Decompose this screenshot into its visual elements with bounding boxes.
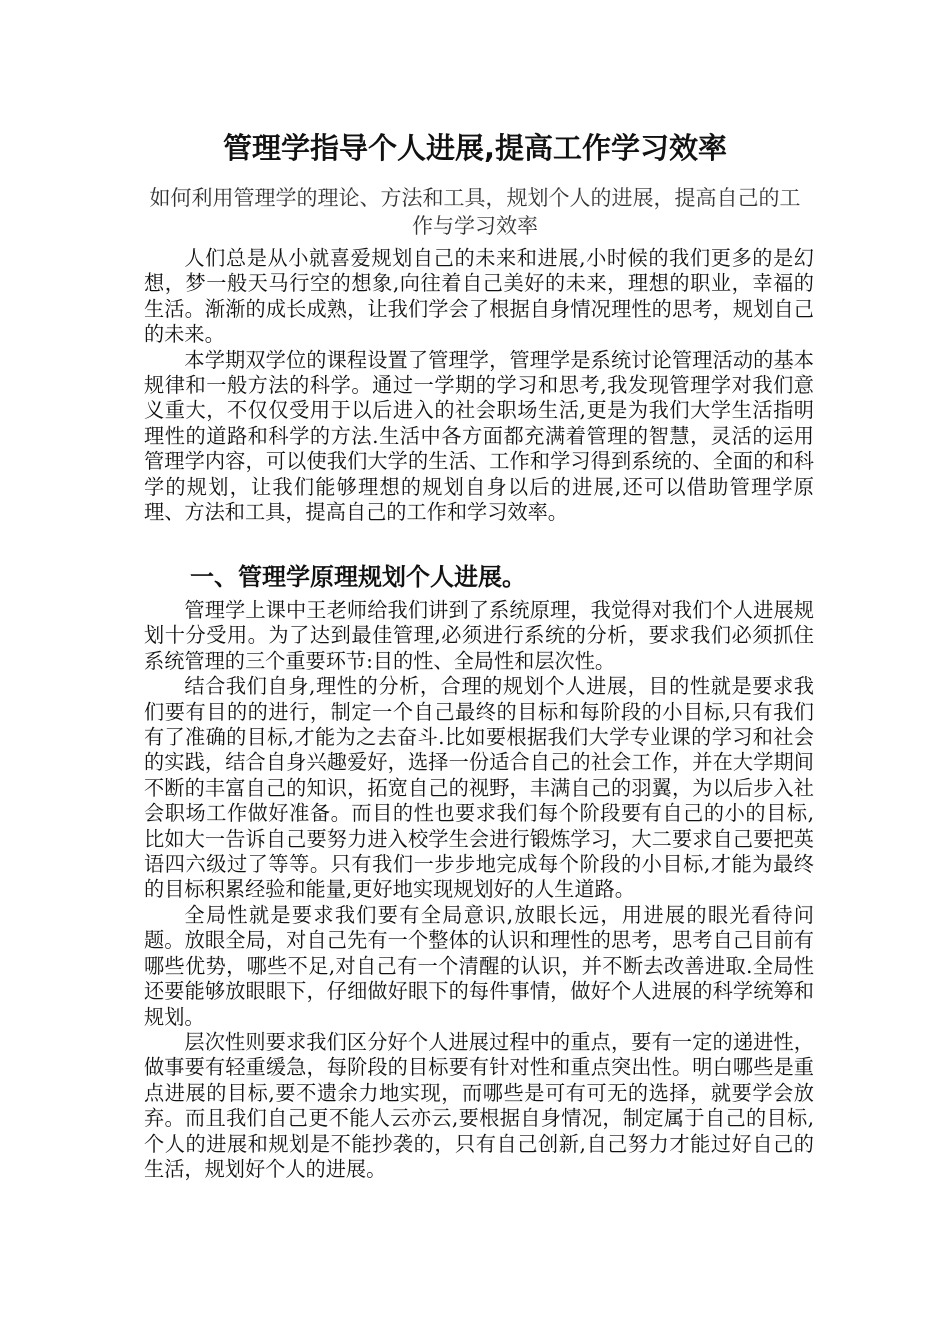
- section-heading: 一、管理学原理规划个人进展。: [190, 563, 526, 591]
- intro-section: [144, 246, 814, 525]
- paragraph: 人们总是从小就喜爱规划自己的未来和进展,小时候的我们更多的是幻想，梦一般天马行空的想象,向往着自己美好的未来，理想的职业，幸福的生活。渐渐的成长成熟，让我们学会了根据自身情况理性的思考，规划自己的未来。: [144, 246, 814, 347]
- page-subtitle: 如何利用管理学的理论、方法和工具，规划个人的进展，提高自己的工作与学习效率: [149, 186, 801, 238]
- paragraph: 管理学上课中王老师给我们讲到了系统原理，我觉得对我们个人进展规划十分受用。为了达到最佳管理,必须进行系统的分析，要求我们必须抓住系统管理的三个重要环节:目的性、全局性和层次性。: [144, 598, 814, 673]
- paragraph: 本学期双学位的课程设置了管理学，管理学是系统讨论管理活动的基本规律和一般方法的科学。通过一学期的学习和思考,我发现管理学对我们意义重大，不仅仅受用于以后进入的社会职场生活,更是为我们大学生活指明理性的道路和科学的方法.生活中各方面都充满着管理的智慧，灵活的运用管理学内容，可以使我们大学的生活、工作和学习得到系统的、全面的和科学的规划，让我们能够理想的规划自身以后的进展,还可以借助管理学原理、方法和工具，提高自己的工作和学习效率。: [144, 347, 814, 525]
- paragraph: 全局性就是要求我们要有全局意识,放眼长远，用进展的眼光看待问题。放眼全局，对自己先有一个整体的认识和理性的思考，思考自己目前有哪些优势，哪些不足,对自己有一个清醒的认识，并不断去改善进取.全局性还要能够放眼眼下，仔细做好眼下的每件事情，做好个人进展的科学统筹和规划。: [144, 902, 814, 1029]
- page-title: 管理学指导个人进展,提高工作学习效率: [222, 131, 728, 165]
- paragraph: 层次性则要求我们区分好个人进展过程中的重点，要有一定的递进性，做事要有轻重缓急，每阶段的目标要有针对性和重点突出性。明白哪些是重点进展的目标,要不遗余力地实现，而哪些是可有可无的选择，就要学会放弃。而且我们自己更不能人云亦云,要根据自身情况，制定属于自己的目标,个人的进展和规划是不能抄袭的，只有自己创新,自己努力才能过好自己的生活，规划好个人的进展。: [144, 1029, 814, 1181]
- section-body: [144, 598, 814, 1182]
- paragraph: 结合我们自身,理性的分析，合理的规划个人进展，目的性就是要求我们要有目的的进行，制定一个自己最终的目标和每阶段的小目标,只有我们有了准确的目标,才能为之去奋斗.比如要根据我们大学专业课的学习和社会的实践，结合自身兴趣爱好，选择一份适合自己的社会工作，并在大学期间不断的丰富自己的知识，拓宽自己的视野，丰满自己的羽翼，为以后步入社会职场工作做好准备。而目的性也要求我们每个阶段要有自己的小的目标,比如大一告诉自己要努力进入校学生会进行锻炼学习，大二要求自己要把英语四六级过了等等。只有我们一步步地完成每个阶段的小目标,才能为最终的目标积累经验和能量,更好地实现规划好的人生道路。: [144, 674, 814, 902]
